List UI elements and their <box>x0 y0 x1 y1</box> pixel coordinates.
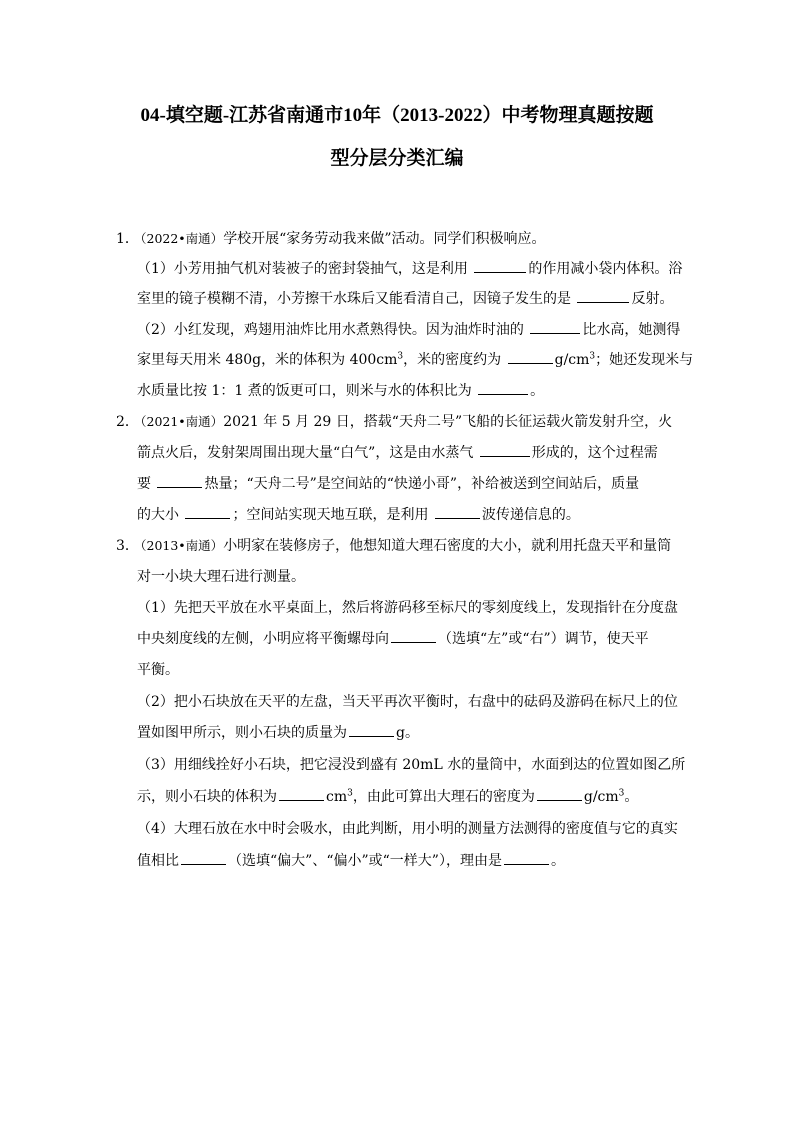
text-segment: ，米的密度约为 <box>403 352 502 368</box>
superscript: 3 <box>618 788 625 799</box>
superscript: 3 <box>589 351 596 362</box>
text-segment: （2）小红发现，鸡翅用油炸比用水煮熟得快。因为油炸时油的 <box>137 322 524 338</box>
text-segment: 室里的镜子模糊不清，小芳擦干水珠后又能看清自己，因镜子发生的是 <box>137 291 571 307</box>
text-segment: 平衡。 <box>137 662 179 678</box>
text-segment: 要 <box>137 476 151 492</box>
question-1-part-2-line-1 <box>137 320 680 340</box>
text-segment: （2）把小石块放在天平的左盘，当天平再次平衡时，右盘中的砝码及游码在标尺上的位 <box>137 694 678 710</box>
answer-blank[interactable] <box>185 506 230 519</box>
question-3-part-3-line-2 <box>137 787 638 807</box>
question-2-line-1 <box>116 412 672 432</box>
question-3-part-4-line-1 <box>137 819 678 839</box>
answer-blank[interactable] <box>279 788 324 801</box>
question-1-part-2-line-3 <box>137 381 544 401</box>
text-segment: 。 <box>530 383 545 399</box>
question-number: 1． <box>116 231 139 247</box>
text-segment: 的作用减小袋内体积。浴 <box>528 261 683 277</box>
text-segment: cm <box>326 789 348 805</box>
question-1-stem <box>116 229 546 249</box>
answer-blank[interactable] <box>478 382 528 395</box>
text-segment: （选填“左”或“右”）调节，使天平 <box>438 631 649 647</box>
text-segment: ；她还发现米与 <box>595 352 694 368</box>
text-segment: 值相比 <box>137 853 179 869</box>
question-3-stem-line-2 <box>137 567 305 587</box>
question-2-line-4 <box>137 505 580 525</box>
answer-blank[interactable] <box>349 724 394 737</box>
text-segment: （1）小芳用抽气机对装被子的密封袋抽气，这是利用 <box>137 261 468 277</box>
superscript: 3 <box>397 351 404 362</box>
question-3-stem-line-1 <box>116 536 671 556</box>
answer-blank[interactable] <box>181 852 226 865</box>
text-segment: 反射。 <box>631 291 674 307</box>
answer-blank[interactable] <box>480 444 530 457</box>
text-segment: 形成的，这个过程需 <box>531 445 658 461</box>
text-segment: g/cm <box>583 789 619 805</box>
text-segment: 中央刻度线的左侧，小明应将平衡螺母向 <box>137 631 389 647</box>
text-segment: 水质量比按 1：1 煮的饭更可口，则米与水的体积比为 <box>137 383 472 399</box>
question-2-line-2 <box>137 443 658 463</box>
question-3-part-2-line-2 <box>137 723 419 743</box>
text-segment: （选填“偏大”、“偏小”或“一样大”），理由是 <box>228 853 502 869</box>
question-2-line-3 <box>137 474 639 494</box>
answer-blank[interactable] <box>537 788 582 801</box>
text-segment: g/cm <box>554 352 590 368</box>
question-text: 对一小块大理石进行测量。 <box>137 569 305 585</box>
question-text: 2021 年 5 月 29 日，搭载“天舟二号”飞船的长征运载火箭发射升空，火 <box>223 414 673 430</box>
question-source: （2013•南通） <box>134 538 224 553</box>
text-segment: 比水高，她测得 <box>582 322 681 338</box>
question-1-part-1-line-2 <box>137 289 673 309</box>
text-segment: ，由此可算出大理石的密度为 <box>352 789 535 805</box>
text-segment: 置如图甲所示，则小石块的质量为 <box>137 725 347 741</box>
document-title-line-2: 型分层分类汇编 <box>330 148 464 169</box>
text-segment: （1）先把天平放在水平桌面上，然后将游码移至标尺的零刻度线上，发现指针在分度盘 <box>137 600 678 616</box>
question-1-part-1-line-1 <box>137 259 682 279</box>
question-3-part-1-line-2 <box>137 629 649 649</box>
answer-blank[interactable] <box>474 260 526 273</box>
answer-blank[interactable] <box>157 475 202 488</box>
question-3-part-2-line-1 <box>137 692 678 712</box>
text-segment: 。 <box>550 853 565 869</box>
question-number: 3． <box>116 538 139 554</box>
answer-blank[interactable] <box>530 321 580 334</box>
question-source: （2022•南通） <box>134 231 224 246</box>
text-segment: 。 <box>624 789 639 805</box>
question-1-part-2-line-2 <box>137 350 693 370</box>
question-source: （2021•南通） <box>134 414 224 429</box>
answer-blank[interactable] <box>508 351 553 364</box>
text-segment: 箭点火后，发射架周围出现大量“白气”，这是由水蒸气 <box>137 445 474 461</box>
text-segment: 热量；“天舟二号”是空间站的“快递小哥”，补给被送到空间站后，质量 <box>204 476 640 492</box>
text-segment: g。 <box>396 725 419 741</box>
text-segment: （4）大理石放在水中时会吸水，由此判断，用小明的测量方法测得的密度值与它的真实 <box>137 821 678 837</box>
text-segment: ；空间站实现天地互联，是利用 <box>232 507 429 523</box>
question-3-part-1-line-1 <box>137 598 678 618</box>
document-title-line-1: 04-填空题-江苏省南通市10年（2013-2022）中考物理真题按题 <box>140 105 654 126</box>
answer-blank[interactable] <box>577 290 629 303</box>
answer-blank[interactable] <box>391 630 436 643</box>
text-segment: 波传递信息的。 <box>481 507 580 523</box>
superscript: 3 <box>347 788 353 799</box>
answer-blank[interactable] <box>504 852 549 865</box>
text-segment: 示，则小石块的体积为 <box>137 789 277 805</box>
text-segment: 的大小 <box>137 507 179 523</box>
question-3-part-3-line-1 <box>137 755 685 775</box>
text-segment: 家里每天用米 480g，米的体积为 400cm <box>137 352 398 368</box>
question-text: 学校开展“家务劳动我来做”活动。同学们积极响应。 <box>223 231 546 247</box>
question-3-part-4-line-2 <box>137 851 565 871</box>
question-3-part-1-line-3 <box>137 660 179 680</box>
question-number: 2． <box>116 414 139 430</box>
text-segment: （3）用细线拴好小石块，把它浸没到盛有 20mL 水的量筒中，水面到达的位置如图乙所 <box>137 757 686 773</box>
question-text: 小明家在装修房子，他想知道大理石密度的大小，就利用托盘天平和量筒 <box>223 538 672 554</box>
answer-blank[interactable] <box>435 506 480 519</box>
